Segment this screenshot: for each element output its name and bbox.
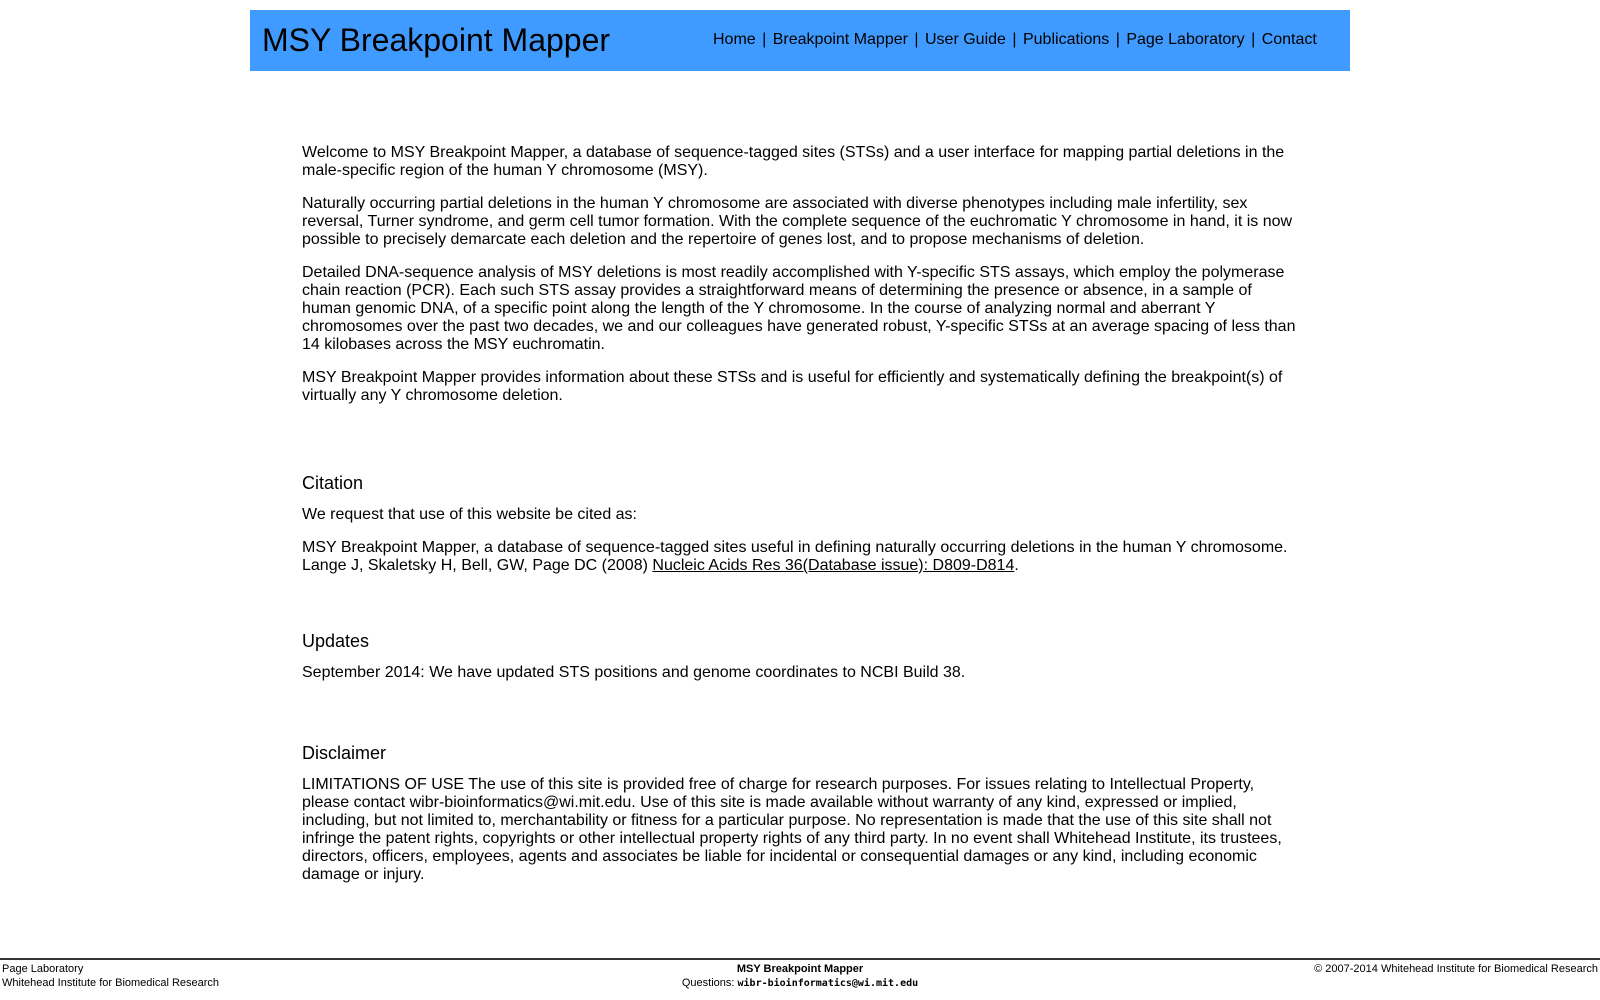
footer-lab-name: Page Laboratory (2, 963, 84, 975)
intro-paragraph-welcome: Welcome to MSY Breakpoint Mapper, a database of sequence-tagged sites (STSs) and a user interface for mapping partial deletions in the male-specific region of the human Y chromosome (MSY). (302, 144, 1285, 179)
nav-publications-link[interactable]: Publications (1022, 31, 1110, 48)
citation-authors: Lange J, Skaletsky H, Bell, GW, Page DC (2008) (302, 557, 648, 574)
nav-breakpoint-mapper-link[interactable]: Breakpoint Mapper (772, 31, 908, 48)
intro-paragraph-phenotypes: Naturally occurring partial deletions in the human Y chromosome are associated with diverse phenotypes including male infertility, sex reversal, Turner syndrome, and germ cell tumor formation. With the complete sequence of the euchromatic Y chromosome in hand, it is now possible to precisely demarcate each deletion and the repertoire of genes lost, and to propose mechanisms of deletion. (302, 195, 1293, 248)
header-bar (250, 10, 1350, 71)
nav-user-guide-link[interactable]: User Guide (925, 31, 1006, 48)
footer-email-link[interactable]: wibr-bioinformatics@wi.mit.edu (737, 978, 919, 989)
top-nav (713, 30, 1317, 50)
nav-separator: | (1115, 31, 1120, 48)
intro-paragraph-mapper: MSY Breakpoint Mapper provides information about these STSs and is useful for efficiently and systematically defining the breakpoint(s) of virtually any Y chromosome deletion. (302, 369, 1283, 404)
footer (0, 962, 1600, 998)
updates-heading: Updates (302, 631, 370, 651)
nav-contact-link[interactable]: Contact (1261, 31, 1317, 48)
footer-copyright: © 2007-2014 Whitehead Institute for Biomedical Research (1314, 963, 1598, 975)
citation-period: . (1014, 557, 1019, 574)
footer-institute-name: Whitehead Institute for Biomedical Research (2, 977, 220, 989)
main-content (302, 144, 1300, 899)
nav-separator: | (762, 31, 767, 48)
footer-questions-line (0, 976, 1600, 991)
citation-reference (302, 539, 1300, 575)
intro-paragraph-sts-assays: Detailed DNA-sequence analysis of MSY deletions is most readily accomplished with Y-specific STS assays, which employ the polymerase chain reaction (PCR). Each such STS assay provides a straightforward means of determining the presence or absence, in a sample of human genomic DNA, of a specific point along the length of the Y chromosome. In the course of analyzing normal and aberrant Y chromosomes over the past two decades, we and our colleagues have generated robust, Y-specific STSs at an average spacing of less than 14 kilobases across the MSY euchromatin. (302, 264, 1296, 353)
nav-home-link[interactable]: Home (713, 31, 756, 48)
nav-separator: | (914, 31, 919, 48)
citation-title: MSY Breakpoint Mapper, a database of sequence-tagged sites useful in defining naturally occurring deletions in the human Y chromosome. (302, 539, 1288, 556)
updates-text: September 2014: We have updated STS positions and genome coordinates to NCBI Build 38. (302, 664, 966, 681)
footer-site-title: MSY Breakpoint Mapper (736, 963, 864, 975)
citation-heading: Citation (302, 473, 364, 493)
nav-separator: | (1251, 31, 1256, 48)
disclaimer-heading: Disclaimer (302, 743, 387, 763)
citation-journal-link[interactable]: Nucleic Acids Res 36(Database issue): D809-D814 (652, 557, 1015, 574)
disclaimer-text: LIMITATIONS OF USE The use of this site is provided free of charge for research purposes. For issues relating to Intellectual Property, please contact wibr-bioinformatics@wi.mit.edu. Use of this site is made available without warranty of any kind, expressed or implied, including, but not limited to, merchantability or fitness for a particular purpose. No representation is made that the use of this site shall not infringe the patent rights, copyrights or other intellectual property rights of any third party. In no event shall Whitehead Institute, its trustees, directors, officers, employees, agents and associates be liable for incidental or consequential damages or any kind, including economic damage or injury. (302, 776, 1282, 883)
site-title: MSY Breakpoint Mapper (262, 22, 611, 58)
nav-separator: | (1012, 31, 1017, 48)
footer-divider (0, 958, 1600, 960)
nav-page-laboratory-link[interactable]: Page Laboratory (1126, 31, 1245, 48)
footer-questions-label: Questions: (681, 977, 735, 989)
citation-request: We request that use of this website be cited as: (302, 506, 637, 523)
